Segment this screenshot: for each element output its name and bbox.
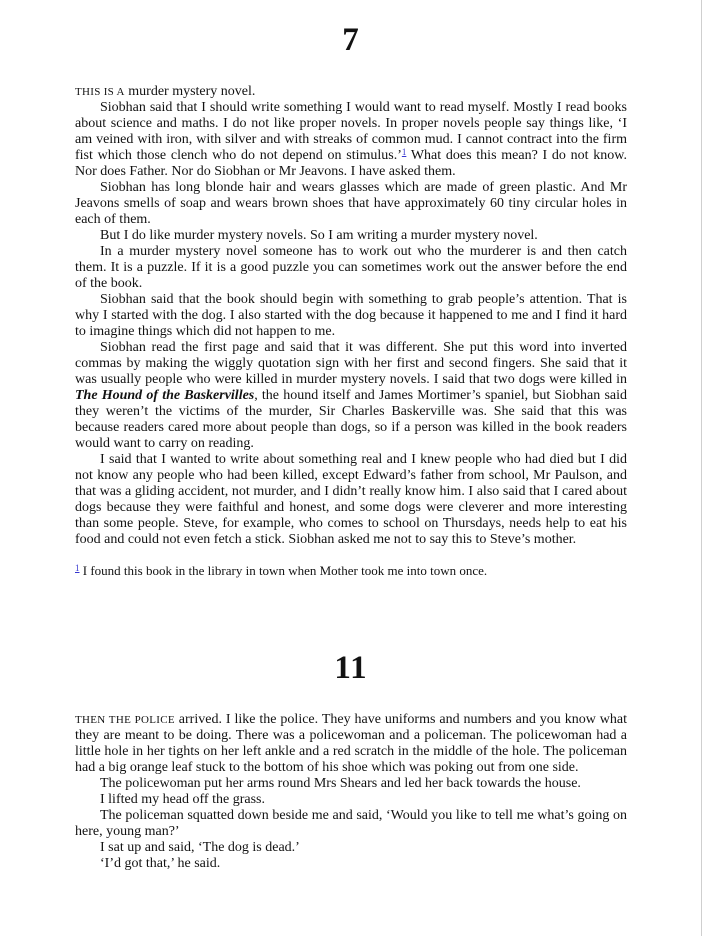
paragraph: I sat up and said, ‘The dog is dead.’ <box>100 840 300 855</box>
chapter-7-heading: 7 <box>342 22 360 58</box>
paragraph <box>75 712 627 776</box>
paragraph-text: Siobhan said that I should write something I would want to read myself. Mostly I read books about science and maths. I do not like proper novels. In proper novels people say things like, ‘I am veined with iron, with silver and with streaks of common mud. I cannot contract into the firm fist which those clench who do not depend on stimulus.’ <box>75 100 627 163</box>
paragraph: In a murder mystery novel someone has to work out who the murderer is and then catch them. It is a puzzle. If it is a good puzzle you can sometimes work out the answer before the end of the book. <box>75 244 627 291</box>
footnote-ref-link[interactable]: 1 <box>401 147 407 157</box>
small-caps-opener: THIS IS A <box>75 86 125 98</box>
page-edge-line <box>701 0 702 936</box>
footnote-text: I found this book in the library in town when Mother took me into town once. <box>79 563 488 578</box>
book-title-emphasis: The Hound of the Baskervilles <box>75 388 255 403</box>
chapter-11-heading: 11 <box>334 650 368 686</box>
paragraph <box>75 100 627 180</box>
paragraph: The policewoman put her arms round Mrs Shears and led her back towards the house. <box>100 776 581 791</box>
paragraph: But I do like murder mystery novels. So I am writing a murder mystery novel. <box>100 228 538 243</box>
paragraph: I said that I wanted to write about something real and I knew people who had died but I did not know any people who had been killed, except Edward’s father from school, Mr Paulson, and that was a gliding accident, not murder, and I didn’t really know him. I also said that I cared about dogs because they were faithful and honest, and some dogs were cleverer and more interesting than some people. Steve, for example, who comes to school on Thursdays, needs help to eat his food and could not even fetch a stick. Siobhan asked me not to say this to Steve’s mother. <box>75 452 627 547</box>
small-caps-opener: THEN THE POLICE <box>75 714 175 726</box>
paragraph <box>75 84 627 100</box>
chapter-7-section <box>75 22 627 578</box>
paragraph: The policeman squatted down beside me and said, ‘Would you like to tell me what’s going on here, young man?’ <box>75 808 627 839</box>
paragraph-clipped: ‘I’d got that,’ he said. <box>100 856 221 871</box>
paragraph-text: Siobhan read the first page and said that it was different. She put this word into inverted commas by making the wiggly quotation sign with her first and second fingers. She said that it was usually people who were killed in murder mystery novels. I said that two dogs were killed in <box>75 340 627 387</box>
footnote <box>75 563 627 578</box>
paragraph: Siobhan has long blonde hair and wears glasses which are made of green plastic. And Mr Jeavons smells of soap and wears brown shoes that have approximately 60 tiny circular holes in each of them. <box>75 180 627 227</box>
paragraph: Siobhan said that the book should begin with something to grab people’s attention. That is why I started with the dog. I also started with the dog because it happened to me and I find it hard to imagine things which did not happen to me. <box>75 292 627 339</box>
paragraph: I lifted my head off the grass. <box>100 792 265 807</box>
footnote-backlink[interactable]: 1 <box>75 563 80 573</box>
paragraph-text: What does this mean? I do not know. Nor does Father. Nor do Siobhan or Mr Jeavons. I have asked them. <box>75 148 627 179</box>
paragraph-text: arrived. I like the police. They have uniforms and numbers and you know what they are meant to be doing. There was a policewoman and a policeman. The policewoman had a little hole in her tights on her left ankle and a red scratch in the middle of the hole. The policeman had a big orange leaf stuck to the bottom of his shoe which was poking out from one side. <box>75 712 627 775</box>
paragraph <box>75 340 627 452</box>
chapter-11-section <box>75 650 627 872</box>
paragraph-text: , the hound itself and James Mortimer’s spaniel, but Siobhan said they weren’t the victims of the murder, Sir Charles Baskerville was. She said that this was because readers cared more about people than dogs, so if a person was killed in the book readers would want to carry on reading. <box>75 388 627 451</box>
paragraph-text: murder mystery novel. <box>124 84 256 99</box>
